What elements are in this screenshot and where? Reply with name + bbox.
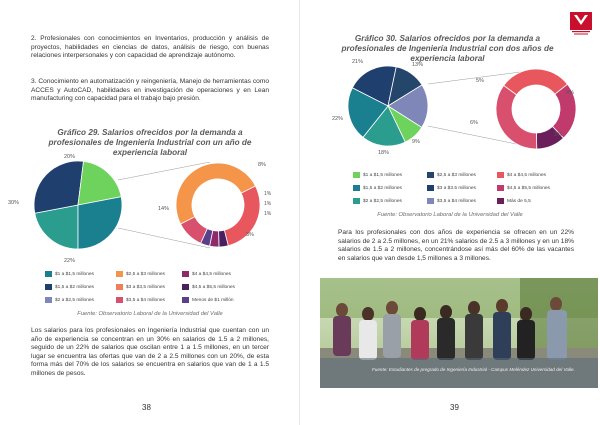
chart-29-title: Gráfico 29. Salarios ofrecidos por la demanda a profesionales de Ingeniería Industrial con un año de experiencia laboral [48,128,252,157]
label-6pct: 6% [470,120,478,126]
legend-swatch [427,172,434,178]
donut-slice-1 [224,186,260,246]
page-number-right: 39 [450,403,459,412]
paragraph-chart-29-analysis: Los salarios para los profesionales en Ingeniería Industrial que cuentan con un año de experiencia se concentran en un 30% en salarios de 1.5 a 2 millones, seguido de un 22% de salarios que oscilan entre 1 a 1.5 millones, en un tercer lugar se encuentra las ofertas que van de 2 a 2.5 millones con un 20%, de esta forma más del 70% de los salarios se encuentra en salarios que van de 1 a 1.5 millones de pesos. [31,327,269,377]
label-13pct: 13% [412,62,424,68]
label-2pct: 2% [554,132,562,138]
legend-item: $2 a $2,5 millones [45,297,94,303]
label-18pct: 18% [378,150,390,156]
legend-item: $1 a $1,5 millones [353,172,402,178]
legend-swatch [427,198,434,204]
pie-chart-30 [348,66,428,146]
label-1pct-a: 1% [264,191,272,197]
legend-swatch [497,172,504,178]
legend-swatch [45,297,52,303]
paragraph-item-3: 3. Conocimiento en automatización y reingeniería, Manejo de herramientas como ACCES y AutoCAD, habilidades en investigación de operaciones y en Lean manufacturing con capacidad para el trabajo bajo presión. [31,78,269,103]
university-logo-icon [570,12,592,36]
chart-30-figure [300,56,600,161]
paragraph-chart-30-analysis: Para los profesionales con dos años de experiencia se ofrecen en un 22% salarios de 2 a 2.5 millones, en un 21% salarios de 2.5 a 3 millones y en un 18% salarios de 1.5 a 2 millones, concentrándose así más del 60% de las vacantes en salarios que van desde 1,5 millones a 3 millones. [338,229,574,262]
label-4pct: 4% [566,90,574,96]
legend-item: $2,5 a $3 millones [116,271,165,277]
legend-item: $1 a $1,5 millones [45,271,94,277]
legend-item: $2,5 a $3 millones [427,172,476,178]
legend-item: $4 a $4,5 millones [497,172,546,178]
legend-item: $4,5 a $5,5 millones [182,284,235,290]
legend-swatch [45,271,52,277]
legend-swatch [353,172,360,178]
donut-slice-3 [496,85,537,149]
donut-chart-30 [496,69,576,149]
pie-slice-28pct [78,197,122,249]
legend-swatch [116,284,123,290]
legend-item: $2 a $2,5 millones [353,198,402,204]
legend-item: $3 a $3,5 millones [116,284,165,290]
legend-item: $3,5 a $4 millones [116,297,165,303]
legend-item: $4,5 a $5,5 millones [497,185,550,191]
photo-caption: Fuente: Estudiantes de pregrado de Ingeniería Industrial - Campus Meléndez Universidad del Valle. [372,367,575,372]
legend-item: $1,5 a $2 millones [45,284,94,290]
label-21pct: 21% [352,59,364,65]
chart-29-source: Fuente: Observatorio Laboral de la Universidad del Valle [77,311,223,317]
legend-swatch [353,198,360,204]
legend-swatch [497,185,504,191]
legend-swatch [116,297,123,303]
label-3pct: 3% [246,232,254,238]
chart-30-title: Gráfico 30. Salarios ofrecidos por la demanda a profesionales de Ingeniería Industrial con dos años de experiencia laboral [341,34,554,63]
legend-swatch [182,297,189,303]
legend-item: $4 a $4,5 millones [182,271,231,277]
page-number-left: 38 [142,403,151,412]
chart-30-source: Fuente: Observatorio Laboral de la Universidad del Valle [377,212,523,218]
paragraph-item-2: 2. Profesionales con conocimientos en Inventarios, producción y análisis de proyectos, habilidades en ciencias de datos, análisis de riesgo, con buenas relaciones interpersonales y con capacidad de aprendizaje autónomo. [31,35,269,60]
label-22pct: 22% [332,116,344,122]
legend-item: Menos de $1 millón [182,297,234,303]
label-8pct: 8% [258,162,266,168]
label-20pct: 20% [64,154,76,160]
legend-swatch [182,284,189,290]
chart-29-figure [0,150,300,265]
legend-item: $3 a $3.5 millones [427,185,476,191]
legend-swatch [45,284,52,290]
legend-swatch [182,271,189,277]
legend-swatch [427,185,434,191]
legend-swatch [497,198,504,204]
legend-swatch [353,185,360,191]
legend-item: $1,5 a $2 millones [353,185,402,191]
legend-item: $3,5 a $4 millones [427,198,476,204]
legend-swatch [116,271,123,277]
label-14pct: 14% [158,206,170,212]
label-22pct: 22% [64,258,76,264]
label-1pct-b: 1% [264,201,272,207]
label-5pct: 5% [476,78,484,84]
label-9pct: 9% [412,139,420,145]
label-1pct-c: 1% [264,211,272,217]
pie-slice-30pct [34,161,84,213]
legend-item: Más de 5,5 [497,198,531,204]
label-30pct: 30% [8,200,20,206]
